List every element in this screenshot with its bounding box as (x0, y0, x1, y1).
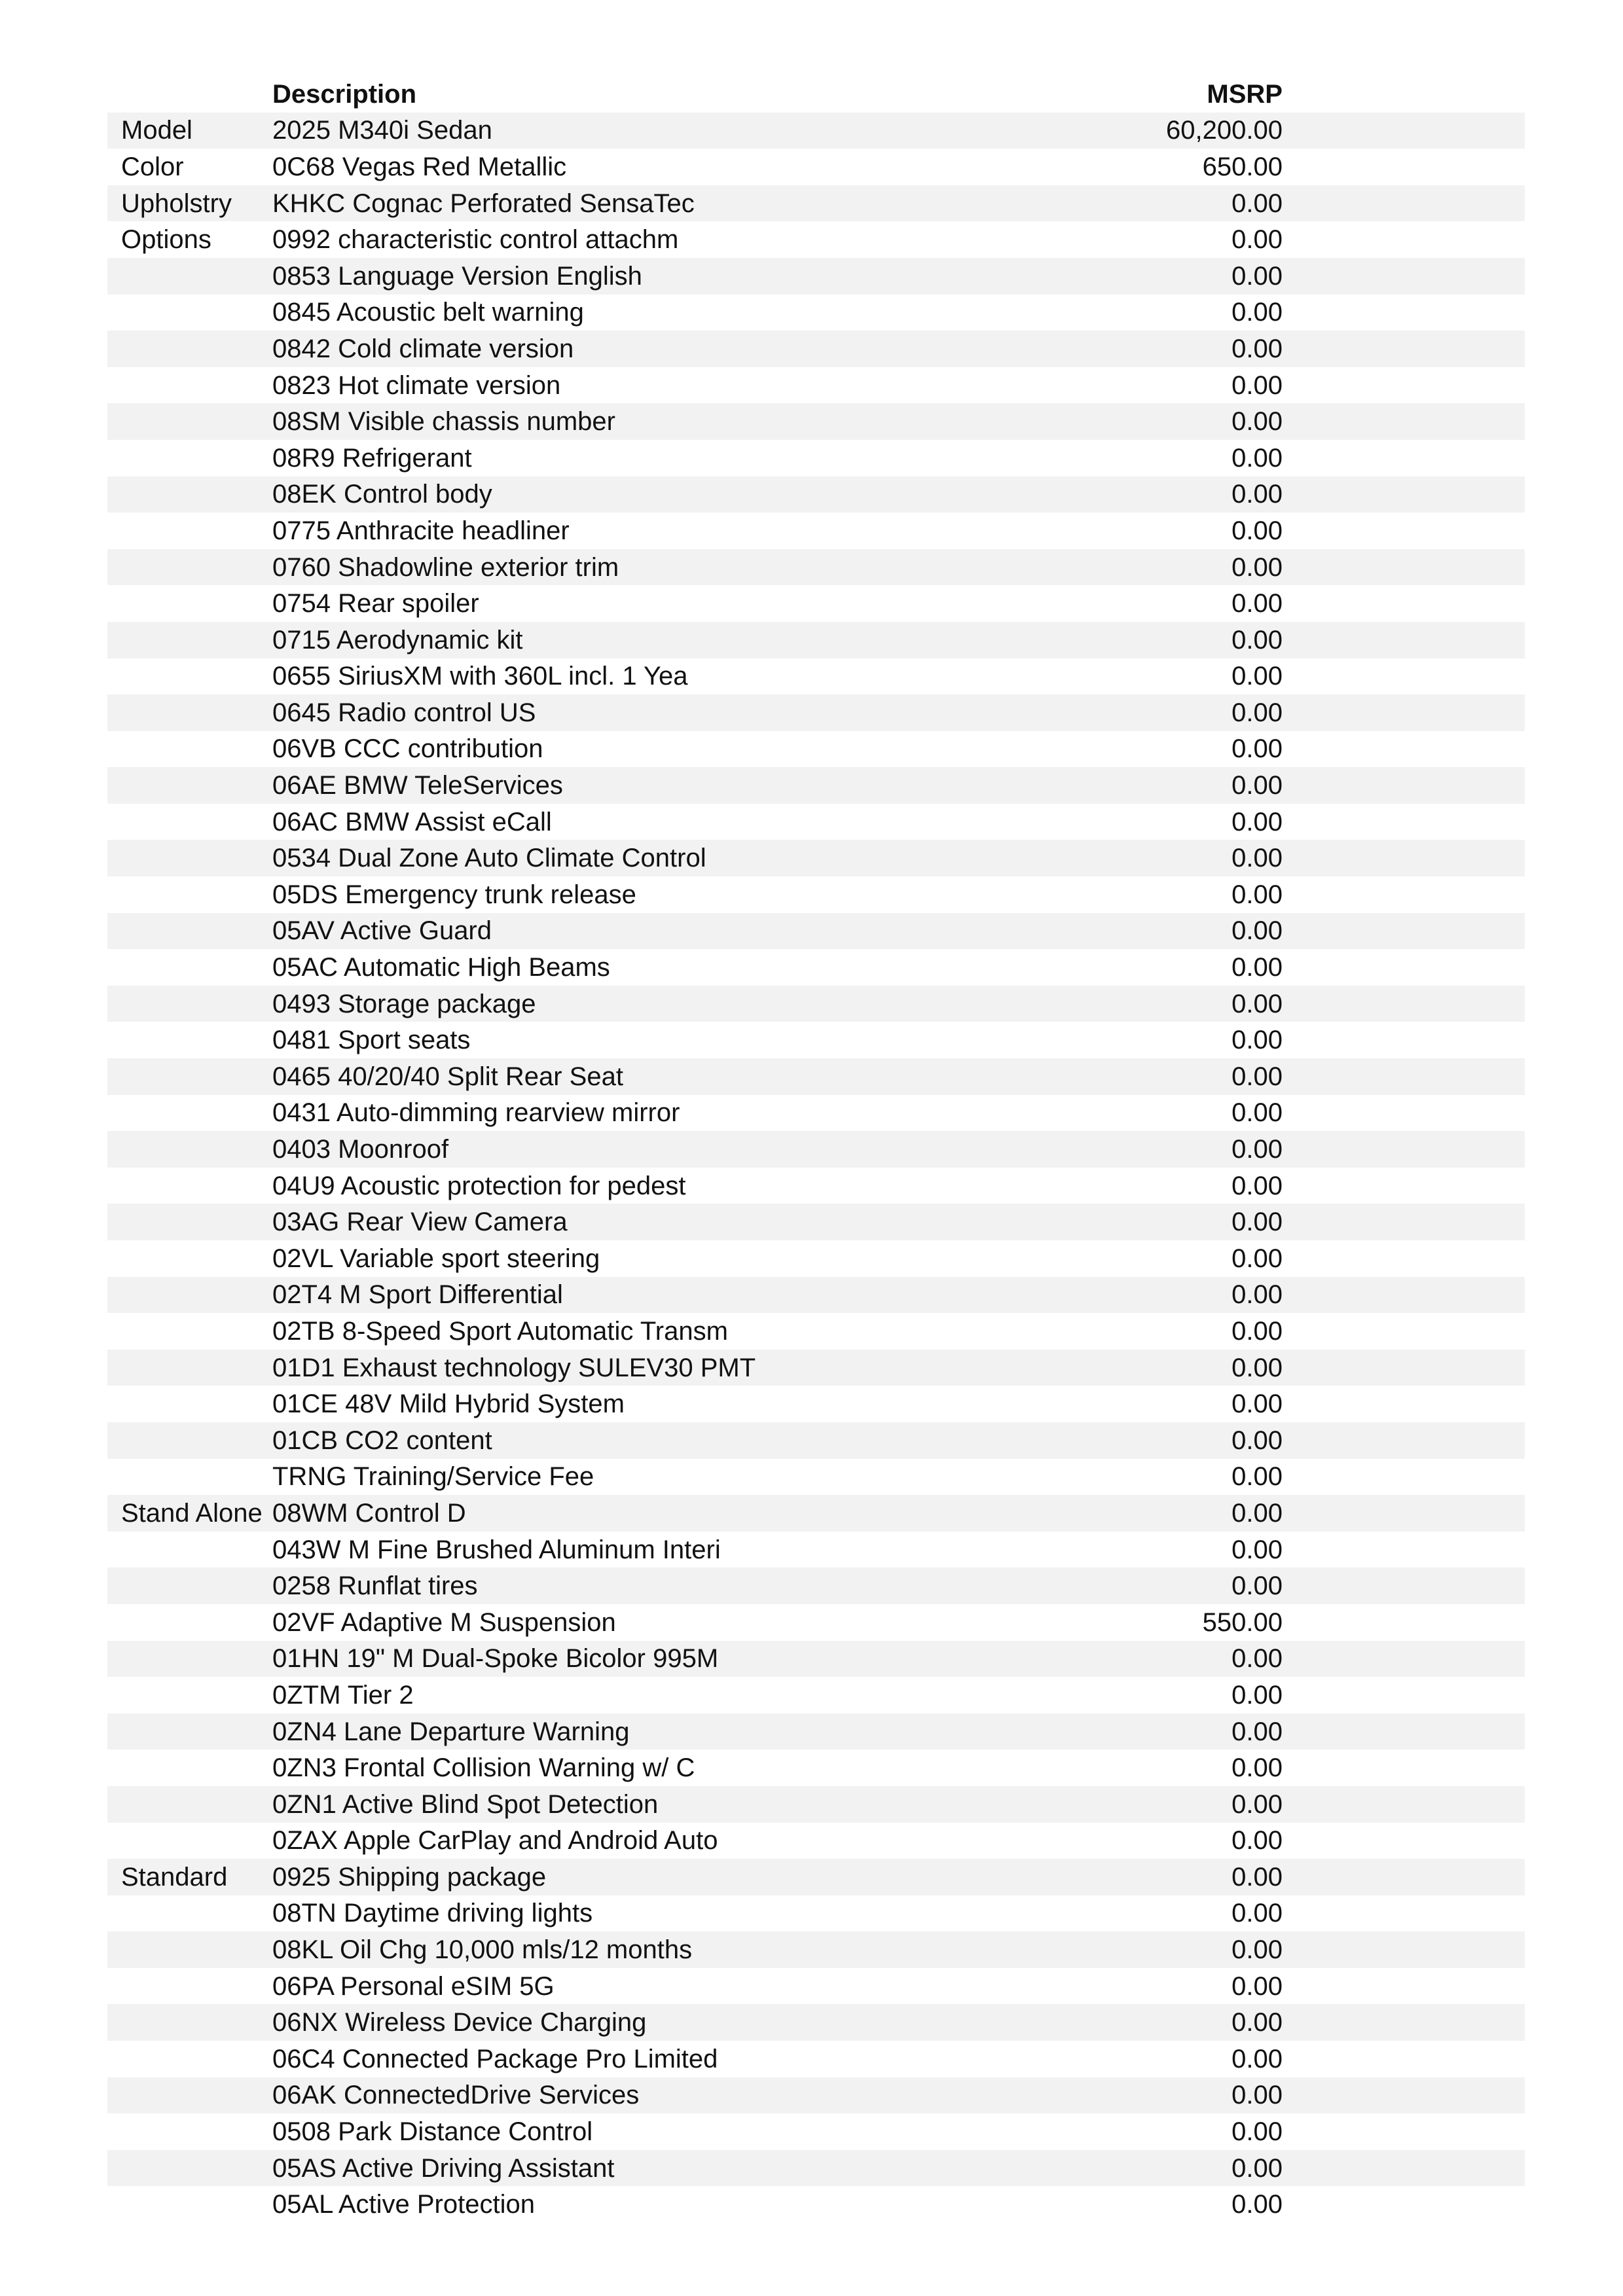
table-row (107, 1422, 1525, 1459)
row-msrp: 0.00 (1231, 2008, 1283, 2037)
table-row (107, 913, 1525, 950)
row-description: 08SM Visible chassis number (272, 407, 615, 437)
row-msrp: 0.00 (1231, 916, 1283, 946)
table-body (107, 113, 1525, 2223)
table-row (107, 1313, 1525, 1350)
row-description: 06VB CCC contribution (272, 734, 543, 764)
table-row (107, 367, 1525, 404)
table-row (107, 1532, 1525, 1568)
table-row (107, 1859, 1525, 1895)
msrp-sheet (107, 76, 1525, 2223)
row-description: 0508 Park Distance Control (272, 2117, 593, 2147)
row-msrp: 0.00 (1231, 1062, 1283, 1091)
row-description: 05DS Emergency trunk release (272, 880, 636, 909)
table-row (107, 440, 1525, 476)
row-description: 02VF Adaptive M Suspension (272, 1607, 616, 1637)
row-msrp: 0.00 (1231, 2190, 1283, 2219)
table-row (107, 1095, 1525, 1132)
row-category: Stand Alone (121, 1498, 263, 1528)
row-description: 0493 Storage package (272, 989, 536, 1018)
row-description: 0775 Anthracite headliner (272, 516, 570, 545)
row-description: 0ZN1 Active Blind Spot Detection (272, 1789, 659, 1819)
table-row (107, 1604, 1525, 1641)
row-description: 02T4 M Sport Differential (272, 1280, 563, 1310)
table-row (107, 731, 1525, 768)
row-description: 06NX Wireless Device Charging (272, 2008, 647, 2037)
row-msrp: 0.00 (1231, 1426, 1283, 1455)
row-description: 08KL Oil Chg 10,000 mls/12 months (272, 1935, 693, 1965)
row-msrp: 60,200.00 (1166, 116, 1283, 145)
row-description: 0403 Moonroof (272, 1135, 449, 1164)
row-msrp: 0.00 (1231, 1644, 1283, 1674)
header-description: Description (272, 79, 417, 109)
table-row (107, 2186, 1525, 2223)
row-msrp: 0.00 (1231, 1971, 1283, 2001)
row-description: 0645 Radio control US (272, 698, 536, 727)
row-description: 08R9 Refrigerant (272, 443, 472, 473)
table-row (107, 1022, 1525, 1058)
row-msrp: 0.00 (1231, 225, 1283, 255)
row-description: 0715 Aerodynamic kit (272, 625, 523, 655)
row-msrp: 0.00 (1231, 2081, 1283, 2110)
table-row (107, 1131, 1525, 1168)
table-header (107, 76, 1525, 113)
row-description: 0842 Cold climate version (272, 334, 574, 363)
row-description: TRNG Training/Service Fee (272, 1462, 594, 1492)
table-row (107, 622, 1525, 658)
row-msrp: 550.00 (1202, 1607, 1283, 1637)
table-row (107, 658, 1525, 695)
row-msrp: 0.00 (1231, 1316, 1283, 1346)
row-msrp: 0.00 (1231, 807, 1283, 836)
row-msrp: 650.00 (1202, 152, 1283, 181)
row-msrp: 0.00 (1231, 1390, 1283, 1419)
row-category: Standard (121, 1862, 228, 1892)
table-row (107, 1895, 1525, 1932)
table-row (107, 2041, 1525, 2077)
row-msrp: 0.00 (1231, 1171, 1283, 1200)
table-row (107, 149, 1525, 185)
row-msrp: 0.00 (1231, 443, 1283, 473)
row-msrp: 0.00 (1231, 516, 1283, 545)
row-msrp: 0.00 (1231, 1935, 1283, 1965)
row-description: 08WM Control D (272, 1498, 466, 1528)
row-msrp: 0.00 (1231, 698, 1283, 727)
row-msrp: 0.00 (1231, 1208, 1283, 1237)
table-row (107, 1495, 1525, 1532)
row-description: 02VL Variable sport steering (272, 1244, 600, 1273)
row-msrp: 0.00 (1231, 1862, 1283, 1892)
table-row (107, 1240, 1525, 1277)
row-description: 05AL Active Protection (272, 2190, 535, 2219)
table-row (107, 840, 1525, 876)
row-description: 05AS Active Driving Assistant (272, 2153, 615, 2183)
table-row (107, 1786, 1525, 1823)
row-description: 0992 characteristic control attachm (272, 225, 679, 255)
table-row (107, 1677, 1525, 1713)
row-category: Options (121, 225, 211, 255)
table-row (107, 1823, 1525, 1859)
row-msrp: 0.00 (1231, 1098, 1283, 1128)
table-row (107, 949, 1525, 986)
row-msrp: 0.00 (1231, 552, 1283, 582)
row-description: 0465 40/20/40 Split Rear Seat (272, 1062, 623, 1091)
row-category: Upholstry (121, 188, 232, 218)
row-msrp: 0.00 (1231, 1789, 1283, 1819)
table-row (107, 403, 1525, 440)
row-description: 08EK Control body (272, 480, 492, 509)
table-row (107, 1568, 1525, 1604)
table-row (107, 1204, 1525, 1240)
table-row (107, 1749, 1525, 1786)
table-row (107, 185, 1525, 222)
row-msrp: 0.00 (1231, 298, 1283, 327)
row-msrp: 0.00 (1231, 625, 1283, 655)
row-msrp: 0.00 (1231, 1353, 1283, 1382)
row-description: 0534 Dual Zone Auto Climate Control (272, 844, 706, 873)
row-description: KHKC Cognac Perforated SensaTec (272, 188, 695, 218)
row-description: 0ZN4 Lane Departure Warning (272, 1717, 630, 1746)
row-msrp: 0.00 (1231, 2044, 1283, 2073)
table-row (107, 331, 1525, 367)
row-description: 06AE BMW TeleServices (272, 771, 563, 800)
row-description: 01CB CO2 content (272, 1426, 492, 1455)
row-description: 06C4 Connected Package Pro Limited (272, 2044, 718, 2073)
row-msrp: 0.00 (1231, 1498, 1283, 1528)
row-description: 06AK ConnectedDrive Services (272, 2081, 640, 2110)
table-row (107, 1931, 1525, 1968)
row-msrp: 0.00 (1231, 1026, 1283, 1055)
row-category: Color (121, 152, 184, 181)
row-description: 0ZAX Apple CarPlay and Android Auto (272, 1826, 718, 1856)
table-row (107, 1713, 1525, 1750)
header-msrp: MSRP (1207, 79, 1283, 109)
row-description: 06PA Personal eSIM 5G (272, 1971, 555, 2001)
table-row (107, 2113, 1525, 2150)
table-row (107, 1386, 1525, 1422)
table-row (107, 1058, 1525, 1095)
row-msrp: 0.00 (1231, 188, 1283, 218)
table-row (107, 1968, 1525, 2005)
table-row (107, 113, 1525, 149)
table-row (107, 2150, 1525, 2187)
row-msrp: 0.00 (1231, 2117, 1283, 2147)
table-row (107, 1168, 1525, 1204)
row-msrp: 0.00 (1231, 370, 1283, 400)
row-description: 0431 Auto-dimming rearview mirror (272, 1098, 680, 1128)
table-row (107, 1641, 1525, 1677)
row-msrp: 0.00 (1231, 734, 1283, 764)
table-row (107, 476, 1525, 513)
row-msrp: 0.00 (1231, 1826, 1283, 1856)
row-msrp: 0.00 (1231, 662, 1283, 691)
table-row (107, 694, 1525, 731)
row-description: 0481 Sport seats (272, 1026, 471, 1055)
row-description: 04U9 Acoustic protection for pedest (272, 1171, 686, 1200)
row-description: 2025 M340i Sedan (272, 116, 492, 145)
row-description: 0655 SiriusXM with 360L incl. 1 Yea (272, 662, 688, 691)
row-msrp: 0.00 (1231, 589, 1283, 619)
row-msrp: 0.00 (1231, 1280, 1283, 1310)
row-description: 01CE 48V Mild Hybrid System (272, 1390, 625, 1419)
table-row (107, 221, 1525, 258)
table-row (107, 1350, 1525, 1386)
row-msrp: 0.00 (1231, 2153, 1283, 2183)
row-description: 0845 Acoustic belt warning (272, 298, 584, 327)
row-description: 0853 Language Version English (272, 261, 642, 291)
row-msrp: 0.00 (1231, 1680, 1283, 1710)
row-description: 01D1 Exhaust technology SULEV30 PMT (272, 1353, 756, 1382)
row-msrp: 0.00 (1231, 953, 1283, 982)
row-msrp: 0.00 (1231, 989, 1283, 1018)
row-description: 0ZN3 Frontal Collision Warning w/ C (272, 1753, 695, 1783)
row-description: 08TN Daytime driving lights (272, 1899, 593, 1928)
table-row (107, 986, 1525, 1022)
table-row (107, 2077, 1525, 2114)
row-description: 0823 Hot climate version (272, 370, 561, 400)
row-msrp: 0.00 (1231, 1135, 1283, 1164)
row-description: 05AC Automatic High Beams (272, 953, 610, 982)
table-row (107, 512, 1525, 549)
row-msrp: 0.00 (1231, 1753, 1283, 1783)
table-row (107, 2004, 1525, 2041)
row-msrp: 0.00 (1231, 771, 1283, 800)
table-row (107, 585, 1525, 622)
table-row (107, 767, 1525, 804)
table-row (107, 876, 1525, 913)
row-msrp: 0.00 (1231, 261, 1283, 291)
table-row (107, 1459, 1525, 1496)
row-description: 02TB 8-Speed Sport Automatic Transm (272, 1316, 728, 1346)
row-description: 0ZTM Tier 2 (272, 1680, 414, 1710)
row-description: 0925 Shipping package (272, 1862, 547, 1892)
row-msrp: 0.00 (1231, 1571, 1283, 1601)
table-row (107, 295, 1525, 331)
row-msrp: 0.00 (1231, 1899, 1283, 1928)
row-description: 05AV Active Guard (272, 916, 492, 946)
table-row (107, 804, 1525, 840)
row-description: 0754 Rear spoiler (272, 589, 479, 619)
row-description: 0258 Runflat tires (272, 1571, 478, 1601)
row-msrp: 0.00 (1231, 334, 1283, 363)
row-description: 03AG Rear View Camera (272, 1208, 568, 1237)
row-description: 0C68 Vegas Red Metallic (272, 152, 567, 181)
row-msrp: 0.00 (1231, 1462, 1283, 1492)
table-row (107, 1277, 1525, 1314)
row-description: 0760 Shadowline exterior trim (272, 552, 619, 582)
row-msrp: 0.00 (1231, 1535, 1283, 1564)
row-description: 043W M Fine Brushed Aluminum Interi (272, 1535, 721, 1564)
row-msrp: 0.00 (1231, 844, 1283, 873)
row-msrp: 0.00 (1231, 1717, 1283, 1746)
table-row (107, 549, 1525, 586)
row-msrp: 0.00 (1231, 880, 1283, 909)
row-description: 06AC BMW Assist eCall (272, 807, 552, 836)
row-msrp: 0.00 (1231, 1244, 1283, 1273)
table-row (107, 258, 1525, 295)
row-category: Model (121, 116, 192, 145)
row-msrp: 0.00 (1231, 407, 1283, 437)
row-description: 01HN 19" M Dual-Spoke Bicolor 995M (272, 1644, 719, 1674)
row-msrp: 0.00 (1231, 480, 1283, 509)
